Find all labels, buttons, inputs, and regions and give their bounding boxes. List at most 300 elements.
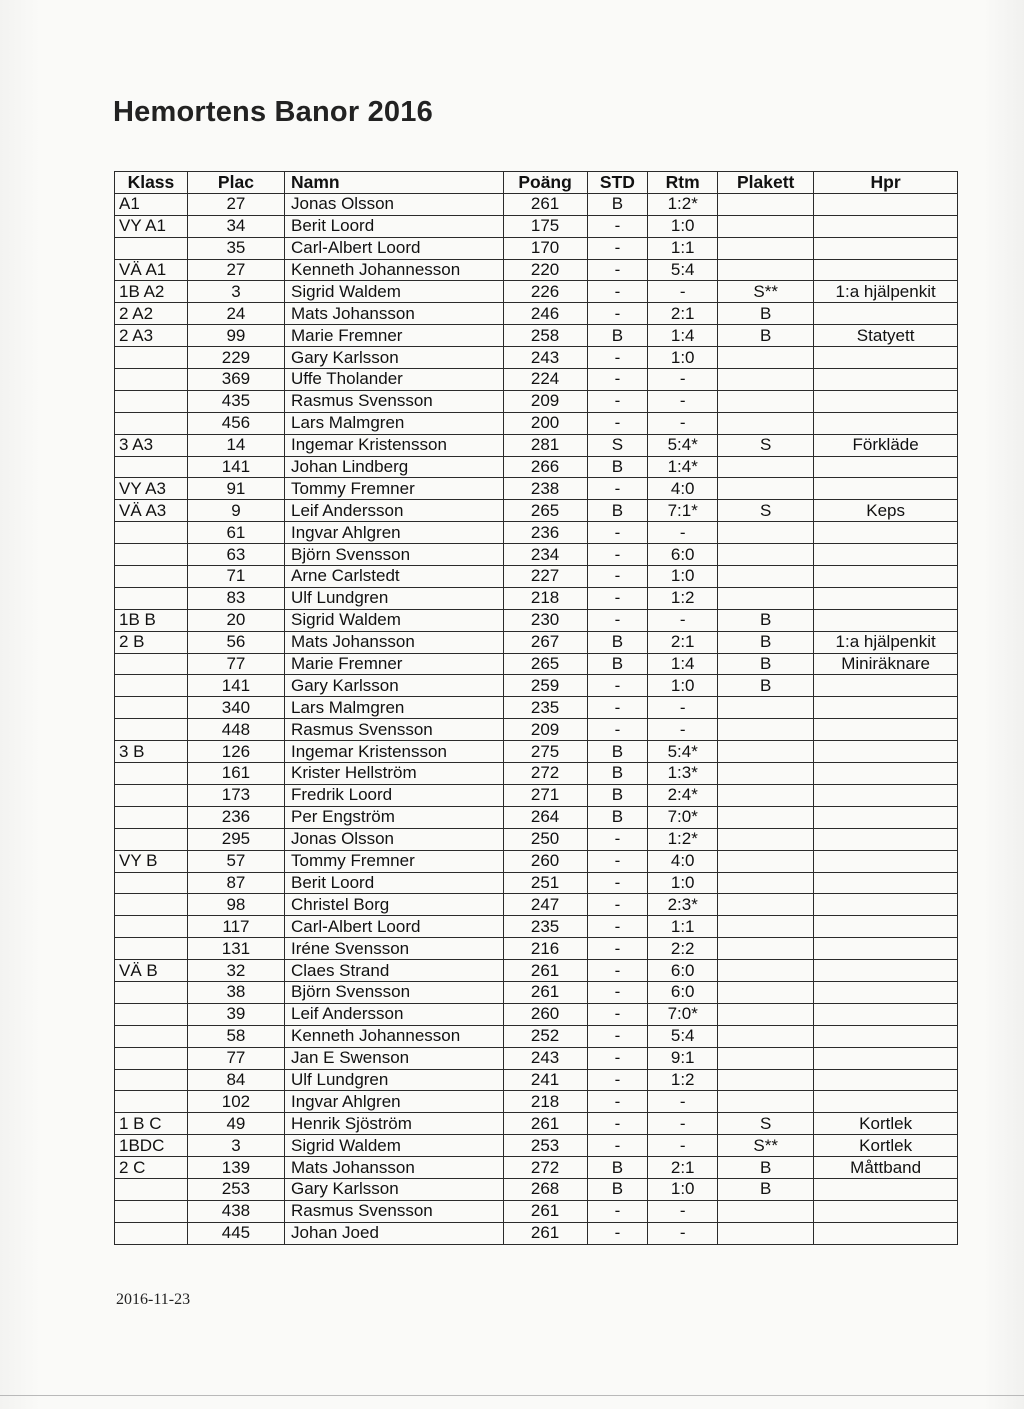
results-table <box>114 171 958 1245</box>
cell-namn: Sigrid Waldem <box>285 609 504 631</box>
cell-klass <box>115 828 188 850</box>
cell-rtm: 1:0 <box>648 872 718 894</box>
cell-klass <box>115 938 188 960</box>
cell-rtm: - <box>648 1135 718 1157</box>
cell-hpr: 1:a hjälpenkit <box>814 281 958 303</box>
cell-plac: 448 <box>187 719 284 741</box>
cell-hpr <box>814 193 958 215</box>
cell-hpr <box>814 587 958 609</box>
cell-std: B <box>587 806 648 828</box>
cell-std: - <box>587 850 648 872</box>
cell-plakett: S <box>718 500 814 522</box>
cell-poang: 243 <box>503 1047 587 1069</box>
cell-namn: Leif Andersson <box>285 1003 504 1025</box>
cell-rtm: 1:1 <box>648 916 718 938</box>
cell-hpr: Måttband <box>814 1157 958 1179</box>
cell-klass <box>115 719 188 741</box>
cell-poang: 261 <box>503 960 587 982</box>
cell-namn: Mats Johansson <box>285 1157 504 1179</box>
cell-poang: 267 <box>503 631 587 653</box>
cell-namn: Mats Johansson <box>285 303 504 325</box>
cell-klass <box>115 522 188 544</box>
cell-poang: 271 <box>503 784 587 806</box>
table-row <box>115 1047 958 1069</box>
table-row <box>115 1157 958 1179</box>
cell-plakett: B <box>718 653 814 675</box>
cell-plac: 14 <box>187 434 284 456</box>
cell-plac: 161 <box>187 763 284 785</box>
table-header-row <box>115 172 958 194</box>
cell-hpr <box>814 1069 958 1091</box>
table-row <box>115 434 958 456</box>
cell-plakett <box>718 193 814 215</box>
table-row <box>115 894 958 916</box>
cell-klass: 2 B <box>115 631 188 653</box>
cell-poang: 261 <box>503 981 587 1003</box>
cell-plakett <box>718 1069 814 1091</box>
cell-poang: 226 <box>503 281 587 303</box>
col-header-plac: Plac <box>187 172 284 194</box>
cell-plac: 141 <box>187 675 284 697</box>
cell-plakett <box>718 390 814 412</box>
cell-plakett: B <box>718 609 814 631</box>
cell-klass: 2 A2 <box>115 303 188 325</box>
table-row <box>115 653 958 675</box>
cell-poang: 272 <box>503 1157 587 1179</box>
cell-plac: 27 <box>187 193 284 215</box>
cell-poang: 236 <box>503 522 587 544</box>
cell-rtm: 1:2 <box>648 1069 718 1091</box>
cell-plac: 58 <box>187 1025 284 1047</box>
cell-klass <box>115 587 188 609</box>
cell-plac: 91 <box>187 478 284 500</box>
cell-plac: 173 <box>187 784 284 806</box>
cell-rtm: 6:0 <box>648 981 718 1003</box>
cell-namn: Gary Karlsson <box>285 1178 504 1200</box>
cell-rtm: - <box>648 1091 718 1113</box>
cell-std: - <box>587 719 648 741</box>
cell-namn: Jonas Olsson <box>285 828 504 850</box>
cell-std: B <box>587 1178 648 1200</box>
cell-poang: 218 <box>503 1091 587 1113</box>
cell-namn: Ulf Lundgren <box>285 587 504 609</box>
cell-klass: VÄ A3 <box>115 500 188 522</box>
cell-plakett <box>718 719 814 741</box>
cell-rtm: 1:4 <box>648 653 718 675</box>
cell-hpr <box>814 784 958 806</box>
cell-poang: 252 <box>503 1025 587 1047</box>
cell-plac: 9 <box>187 500 284 522</box>
cell-std: B <box>587 763 648 785</box>
cell-klass: 3 A3 <box>115 434 188 456</box>
cell-plakett <box>718 850 814 872</box>
cell-namn: Marie Fremner <box>285 325 504 347</box>
cell-hpr <box>814 763 958 785</box>
cell-plac: 435 <box>187 390 284 412</box>
cell-std: B <box>587 631 648 653</box>
cell-klass: 1B B <box>115 609 188 631</box>
table-row <box>115 544 958 566</box>
cell-std: - <box>587 1222 648 1244</box>
cell-plakett: B <box>718 675 814 697</box>
col-header-hpr: Hpr <box>814 172 958 194</box>
cell-rtm: 5:4 <box>648 1025 718 1047</box>
cell-poang: 253 <box>503 1135 587 1157</box>
cell-rtm: - <box>648 369 718 391</box>
cell-plac: 139 <box>187 1157 284 1179</box>
cell-namn: Tommy Fremner <box>285 850 504 872</box>
cell-namn: Johan Joed <box>285 1222 504 1244</box>
cell-plac: 229 <box>187 347 284 369</box>
cell-std: - <box>587 587 648 609</box>
cell-plakett: S** <box>718 1135 814 1157</box>
col-header-std: STD <box>587 172 648 194</box>
cell-std: - <box>587 412 648 434</box>
cell-rtm: 7:0* <box>648 806 718 828</box>
cell-namn: Fredrik Loord <box>285 784 504 806</box>
cell-plakett <box>718 981 814 1003</box>
cell-plakett: S <box>718 1113 814 1135</box>
cell-poang: 246 <box>503 303 587 325</box>
cell-hpr <box>814 1200 958 1222</box>
cell-hpr <box>814 872 958 894</box>
table-row <box>115 872 958 894</box>
cell-namn: Uffe Tholander <box>285 369 504 391</box>
cell-namn: Mats Johansson <box>285 631 504 653</box>
cell-klass <box>115 1091 188 1113</box>
cell-hpr <box>814 412 958 434</box>
cell-klass: 3 B <box>115 741 188 763</box>
cell-poang: 261 <box>503 1222 587 1244</box>
cell-plakett <box>718 1025 814 1047</box>
cell-plakett <box>718 806 814 828</box>
table-row <box>115 850 958 872</box>
cell-std: - <box>587 1200 648 1222</box>
cell-plac: 38 <box>187 981 284 1003</box>
table-row <box>115 1222 958 1244</box>
cell-rtm: 1:2* <box>648 193 718 215</box>
cell-plac: 3 <box>187 1135 284 1157</box>
cell-plac: 57 <box>187 850 284 872</box>
cell-poang: 247 <box>503 894 587 916</box>
cell-poang: 272 <box>503 763 587 785</box>
cell-poang: 251 <box>503 872 587 894</box>
cell-rtm: 7:1* <box>648 500 718 522</box>
cell-hpr: Keps <box>814 500 958 522</box>
cell-plakett: S <box>718 434 814 456</box>
cell-hpr <box>814 894 958 916</box>
cell-klass <box>115 1069 188 1091</box>
cell-rtm: 1:0 <box>648 675 718 697</box>
cell-hpr <box>814 522 958 544</box>
cell-std: - <box>587 697 648 719</box>
table-row <box>115 215 958 237</box>
cell-klass <box>115 369 188 391</box>
cell-rtm: 1:0 <box>648 1178 718 1200</box>
cell-rtm: - <box>648 719 718 741</box>
cell-rtm: 1:4 <box>648 325 718 347</box>
cell-plakett: B <box>718 303 814 325</box>
cell-rtm: - <box>648 522 718 544</box>
cell-namn: Henrik Sjöström <box>285 1113 504 1135</box>
cell-std: - <box>587 894 648 916</box>
cell-poang: 234 <box>503 544 587 566</box>
cell-hpr <box>814 1025 958 1047</box>
cell-plac: 445 <box>187 1222 284 1244</box>
table-row <box>115 1025 958 1047</box>
cell-plakett <box>718 1047 814 1069</box>
cell-klass: VÄ B <box>115 960 188 982</box>
cell-plakett <box>718 369 814 391</box>
cell-plakett <box>718 237 814 259</box>
cell-rtm: - <box>648 390 718 412</box>
cell-klass <box>115 763 188 785</box>
col-header-poang: Poäng <box>503 172 587 194</box>
cell-namn: Jonas Olsson <box>285 193 504 215</box>
cell-poang: 281 <box>503 434 587 456</box>
cell-std: B <box>587 784 648 806</box>
cell-klass: 1 B C <box>115 1113 188 1135</box>
table-row <box>115 1091 958 1113</box>
cell-hpr <box>814 1003 958 1025</box>
cell-namn: Krister Hellström <box>285 763 504 785</box>
cell-std: - <box>587 675 648 697</box>
cell-klass <box>115 347 188 369</box>
cell-rtm: 1:3* <box>648 763 718 785</box>
cell-rtm: 2:1 <box>648 303 718 325</box>
cell-namn: Claes Strand <box>285 960 504 982</box>
cell-std: - <box>587 1003 648 1025</box>
cell-plakett: B <box>718 631 814 653</box>
cell-std: - <box>587 1069 648 1091</box>
cell-rtm: 2:1 <box>648 631 718 653</box>
cell-rtm: 1:0 <box>648 566 718 588</box>
cell-std: - <box>587 872 648 894</box>
cell-plac: 77 <box>187 1047 284 1069</box>
cell-poang: 265 <box>503 500 587 522</box>
cell-std: - <box>587 281 648 303</box>
cell-plakett <box>718 938 814 960</box>
cell-plac: 438 <box>187 1200 284 1222</box>
cell-namn: Rasmus Svensson <box>285 1200 504 1222</box>
cell-plakett: S** <box>718 281 814 303</box>
cell-poang: 230 <box>503 609 587 631</box>
cell-std: - <box>587 544 648 566</box>
cell-hpr: Miniräknare <box>814 653 958 675</box>
cell-std: - <box>587 237 648 259</box>
cell-std: - <box>587 828 648 850</box>
col-header-namn: Namn <box>285 172 504 194</box>
table-row <box>115 587 958 609</box>
cell-namn: Lars Malmgren <box>285 697 504 719</box>
table-row <box>115 412 958 434</box>
cell-plac: 295 <box>187 828 284 850</box>
cell-plakett <box>718 916 814 938</box>
cell-hpr <box>814 347 958 369</box>
cell-poang: 220 <box>503 259 587 281</box>
table-row <box>115 675 958 697</box>
document-date: 2016-11-23 <box>116 1291 191 1308</box>
table-row <box>115 500 958 522</box>
cell-klass <box>115 916 188 938</box>
cell-namn: Kenneth Johannesson <box>285 259 504 281</box>
cell-plac: 24 <box>187 303 284 325</box>
cell-rtm: 1:2* <box>648 828 718 850</box>
cell-klass <box>115 390 188 412</box>
table-row <box>115 719 958 741</box>
cell-rtm: 2:2 <box>648 938 718 960</box>
cell-plac: 63 <box>187 544 284 566</box>
cell-plakett <box>718 872 814 894</box>
cell-rtm: - <box>648 281 718 303</box>
table-row <box>115 916 958 938</box>
cell-namn: Arne Carlstedt <box>285 566 504 588</box>
cell-klass: 2 C <box>115 1157 188 1179</box>
cell-hpr <box>814 566 958 588</box>
cell-klass <box>115 1222 188 1244</box>
table-row <box>115 1003 958 1025</box>
cell-plac: 39 <box>187 1003 284 1025</box>
cell-rtm: - <box>648 1222 718 1244</box>
cell-hpr <box>814 981 958 1003</box>
table-row <box>115 609 958 631</box>
cell-std: - <box>587 566 648 588</box>
cell-klass <box>115 697 188 719</box>
cell-poang: 218 <box>503 587 587 609</box>
table-row <box>115 1200 958 1222</box>
cell-hpr: Kortlek <box>814 1113 958 1135</box>
table-row <box>115 697 958 719</box>
cell-hpr <box>814 697 958 719</box>
cell-poang: 200 <box>503 412 587 434</box>
table-row <box>115 456 958 478</box>
cell-plac: 34 <box>187 215 284 237</box>
cell-rtm: 6:0 <box>648 544 718 566</box>
cell-namn: Rasmus Svensson <box>285 719 504 741</box>
cell-plakett <box>718 215 814 237</box>
cell-plakett <box>718 828 814 850</box>
table-row <box>115 369 958 391</box>
cell-poang: 265 <box>503 653 587 675</box>
table-row <box>115 1178 958 1200</box>
cell-hpr <box>814 1047 958 1069</box>
cell-plakett <box>718 1003 814 1025</box>
cell-plakett <box>718 1091 814 1113</box>
cell-hpr <box>814 259 958 281</box>
cell-poang: 235 <box>503 697 587 719</box>
cell-hpr: Statyett <box>814 325 958 347</box>
table-row <box>115 1135 958 1157</box>
cell-hpr <box>814 1222 958 1244</box>
table-row <box>115 763 958 785</box>
cell-plac: 84 <box>187 1069 284 1091</box>
table-row <box>115 566 958 588</box>
cell-plac: 71 <box>187 566 284 588</box>
cell-hpr <box>814 741 958 763</box>
cell-plac: 77 <box>187 653 284 675</box>
table-row <box>115 193 958 215</box>
table-row <box>115 237 958 259</box>
table-row <box>115 741 958 763</box>
cell-namn: Johan Lindberg <box>285 456 504 478</box>
cell-namn: Ulf Lundgren <box>285 1069 504 1091</box>
cell-poang: 250 <box>503 828 587 850</box>
cell-hpr: 1:a hjälpenkit <box>814 631 958 653</box>
cell-std: - <box>587 981 648 1003</box>
cell-poang: 238 <box>503 478 587 500</box>
cell-klass <box>115 1200 188 1222</box>
cell-namn: Gary Karlsson <box>285 675 504 697</box>
cell-poang: 268 <box>503 1178 587 1200</box>
cell-hpr <box>814 478 958 500</box>
cell-std: B <box>587 500 648 522</box>
cell-klass <box>115 1047 188 1069</box>
cell-plakett <box>718 566 814 588</box>
cell-hpr <box>814 806 958 828</box>
cell-klass <box>115 653 188 675</box>
cell-plakett <box>718 456 814 478</box>
cell-hpr <box>814 390 958 412</box>
cell-std: - <box>587 1047 648 1069</box>
cell-poang: 261 <box>503 1113 587 1135</box>
cell-klass: 1BDC <box>115 1135 188 1157</box>
table-row <box>115 303 958 325</box>
cell-std: - <box>587 522 648 544</box>
cell-hpr <box>814 675 958 697</box>
cell-std: - <box>587 1091 648 1113</box>
table-row <box>115 347 958 369</box>
cell-rtm: 5:4 <box>648 259 718 281</box>
col-header-klass: Klass <box>115 172 188 194</box>
cell-namn: Ingvar Ahlgren <box>285 522 504 544</box>
cell-poang: 209 <box>503 719 587 741</box>
cell-klass: VY A3 <box>115 478 188 500</box>
cell-rtm: - <box>648 609 718 631</box>
cell-hpr <box>814 544 958 566</box>
cell-plakett <box>718 697 814 719</box>
cell-hpr <box>814 938 958 960</box>
cell-rtm: - <box>648 412 718 434</box>
table-row <box>115 390 958 412</box>
cell-std: - <box>587 1025 648 1047</box>
cell-hpr <box>814 960 958 982</box>
cell-hpr <box>814 719 958 741</box>
cell-plac: 126 <box>187 741 284 763</box>
cell-std: - <box>587 938 648 960</box>
cell-plakett <box>718 784 814 806</box>
col-header-plakett: Plakett <box>718 172 814 194</box>
cell-plakett <box>718 960 814 982</box>
cell-rtm: 2:3* <box>648 894 718 916</box>
table-row <box>115 631 958 653</box>
cell-klass: VY B <box>115 850 188 872</box>
cell-poang: 260 <box>503 1003 587 1025</box>
table-row <box>115 1113 958 1135</box>
cell-klass <box>115 981 188 1003</box>
cell-std: - <box>587 303 648 325</box>
cell-klass <box>115 675 188 697</box>
cell-namn: Leif Andersson <box>285 500 504 522</box>
cell-namn: Sigrid Waldem <box>285 1135 504 1157</box>
cell-namn: Carl-Albert Loord <box>285 237 504 259</box>
cell-namn: Iréne Svensson <box>285 938 504 960</box>
cell-poang: 275 <box>503 741 587 763</box>
cell-std: - <box>587 215 648 237</box>
cell-std: - <box>587 347 648 369</box>
cell-hpr <box>814 850 958 872</box>
cell-poang: 170 <box>503 237 587 259</box>
table-row <box>115 938 958 960</box>
